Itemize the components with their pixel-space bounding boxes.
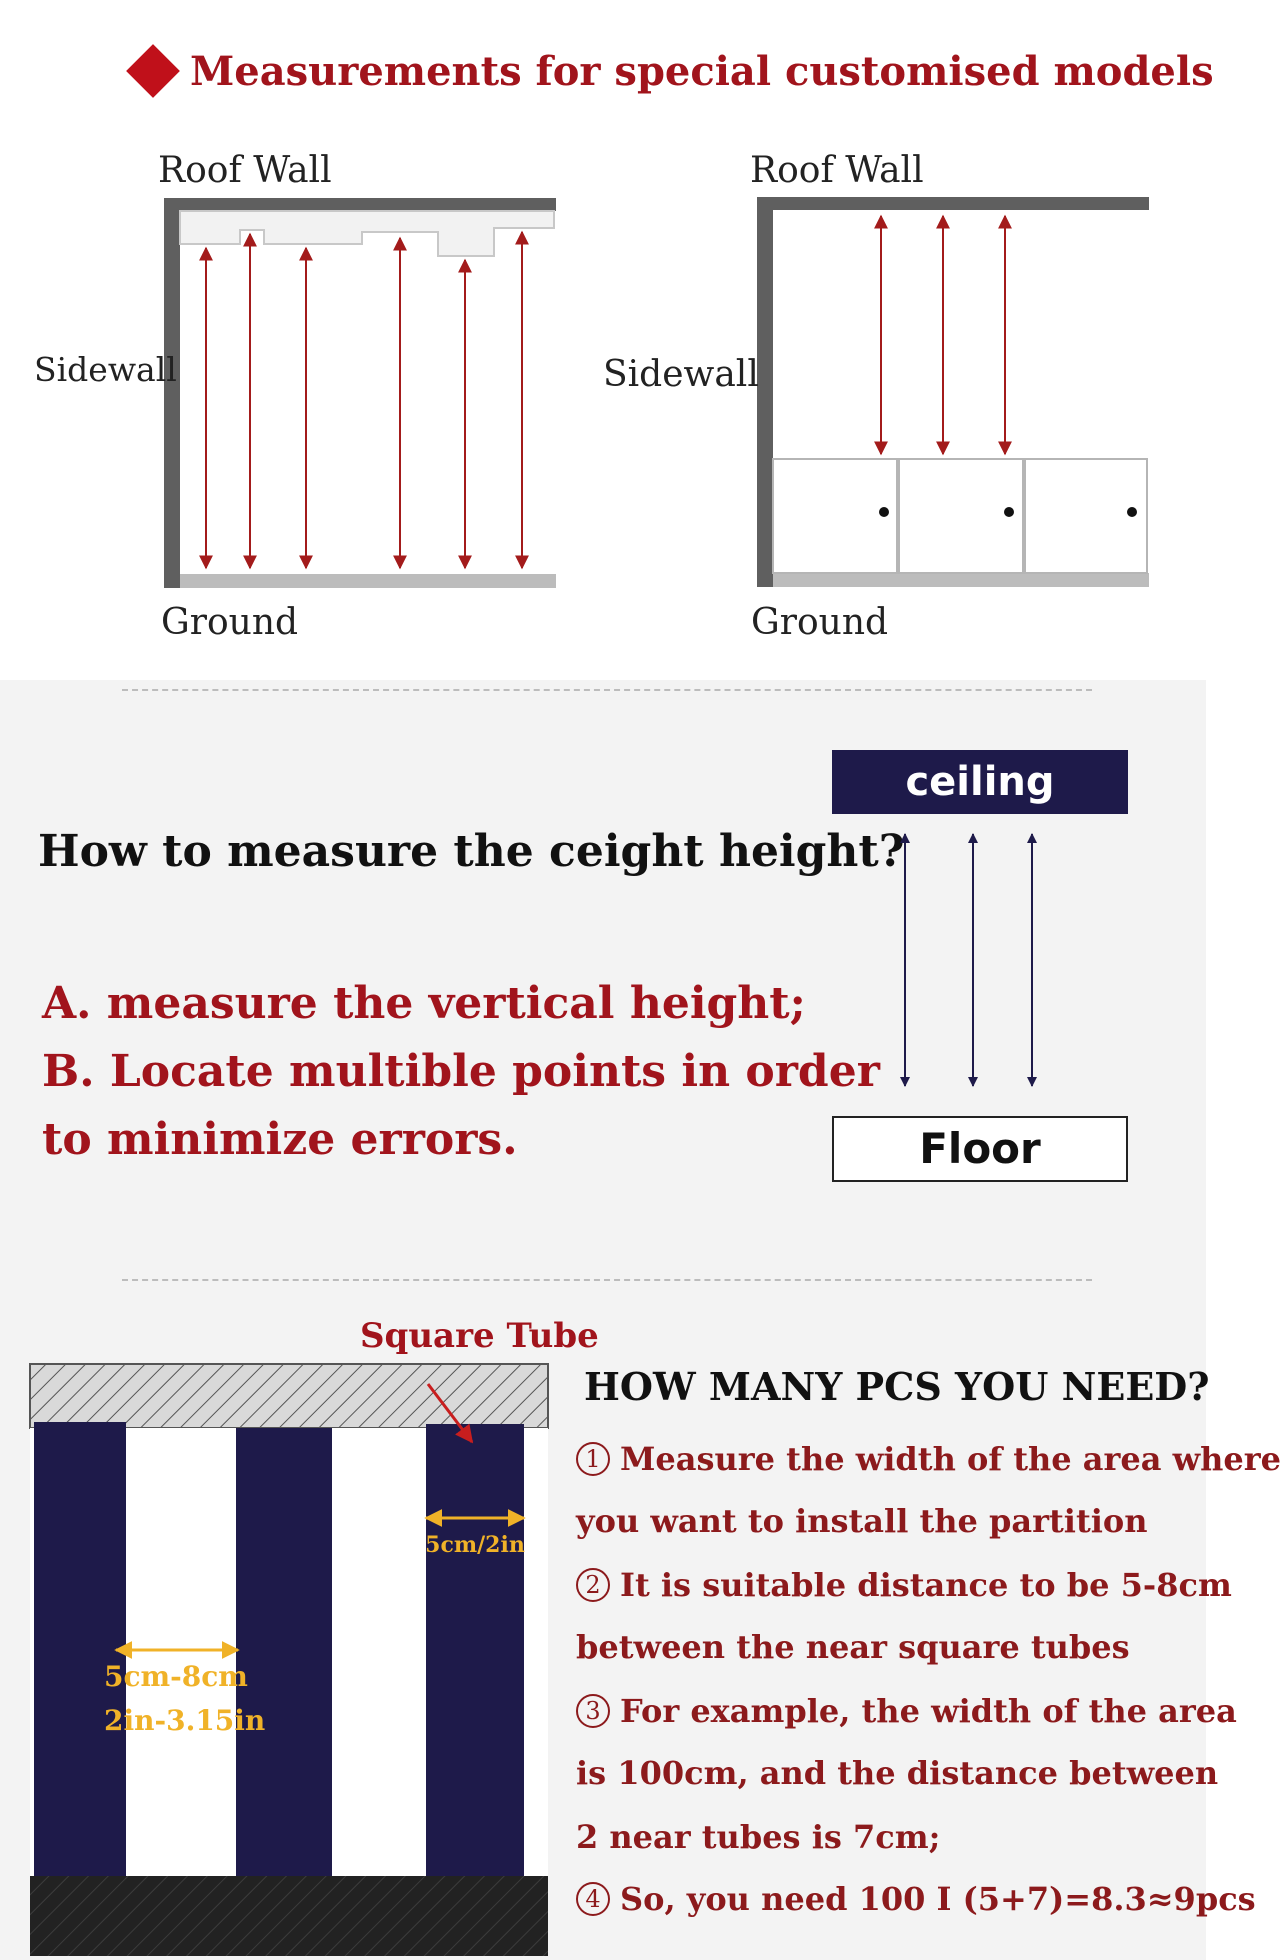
- instruction-text: So, you need 100 I (5+7)=8.3≈9pcs: [620, 1880, 1256, 1918]
- ground-label: Ground: [751, 602, 889, 643]
- cabinet-door: [1025, 459, 1147, 573]
- left-diagram: [164, 198, 556, 588]
- cabinet-door: [773, 459, 897, 573]
- step-b-line-2: to minimize errors.: [42, 1114, 518, 1165]
- step-a: A. measure the vertical height;: [42, 978, 806, 1029]
- tube-width-label: 5cm/2in: [425, 1532, 525, 1558]
- side-wall: [164, 198, 180, 588]
- floor-box: Floor: [832, 1116, 1128, 1182]
- instruction-line: 2 near tubes is 7cm;: [576, 1818, 941, 1856]
- roof-wall: [757, 197, 1149, 210]
- ground-label: Ground: [161, 602, 299, 643]
- number-badge: 4: [576, 1882, 610, 1916]
- instruction-line: is 100cm, and the distance between: [576, 1754, 1219, 1792]
- step-b-line-1: B. Locate multible points in order: [42, 1046, 880, 1097]
- ceiling-box: ceiling: [832, 750, 1128, 814]
- measurement-diagrams: [0, 0, 1206, 680]
- instruction-line: [576, 1880, 1256, 1918]
- cabinet-knob: [1004, 507, 1014, 517]
- cabinet-door: [899, 459, 1023, 573]
- instruction-line: you want to install the partition: [576, 1502, 1148, 1540]
- square-tube-label: Square Tube: [360, 1316, 599, 1356]
- sidewall-label: Sidewall: [34, 350, 177, 389]
- roof-wall-label: Roof Wall: [750, 150, 924, 191]
- ceiling-floor-arrows: [860, 820, 1100, 1120]
- instruction-text: For example, the width of the area: [620, 1692, 1237, 1730]
- instruction-line: [576, 1440, 1281, 1478]
- instruction-line: between the near square tubes: [576, 1628, 1130, 1666]
- number-badge: 2: [576, 1568, 610, 1602]
- number-badge: 1: [576, 1442, 610, 1476]
- side-wall: [757, 197, 773, 587]
- square-tube: [34, 1422, 126, 1880]
- ceiling-molding: [180, 211, 554, 256]
- cabinet-knob: [1127, 507, 1137, 517]
- gap-label-line-2: 2in-3.15in: [104, 1704, 266, 1737]
- instruction-text: Measure the width of the area where: [620, 1440, 1281, 1478]
- page-title: Measurements for special customised models: [190, 48, 1214, 95]
- square-tube: [426, 1424, 524, 1880]
- ceiling-hatch: [30, 1364, 548, 1428]
- instruction-text: It is suitable distance to be 5-8cm: [620, 1566, 1232, 1604]
- floor-hatch: [30, 1876, 548, 1956]
- ground-bar: [773, 573, 1149, 587]
- sidewall-label: Sidewall: [603, 354, 759, 395]
- cabinet-knob: [879, 507, 889, 517]
- pcs-heading: HOW MANY PCS YOU NEED?: [584, 1364, 1210, 1409]
- right-diagram: [757, 197, 1149, 587]
- square-tube-diagram: [0, 1350, 560, 1960]
- roof-wall-label: Roof Wall: [158, 150, 332, 191]
- square-tube: [236, 1428, 332, 1880]
- ground-bar: [180, 574, 556, 588]
- dashed-separator: [122, 1279, 1092, 1281]
- dashed-separator: [122, 689, 1092, 691]
- height-question: How to measure the ceight height?: [38, 826, 905, 877]
- instruction-line: [576, 1692, 1237, 1730]
- instruction-line: [576, 1566, 1232, 1604]
- gap-label-line-1: 5cm-8cm: [104, 1660, 248, 1693]
- number-badge: 3: [576, 1694, 610, 1728]
- roof-wall: [164, 198, 556, 211]
